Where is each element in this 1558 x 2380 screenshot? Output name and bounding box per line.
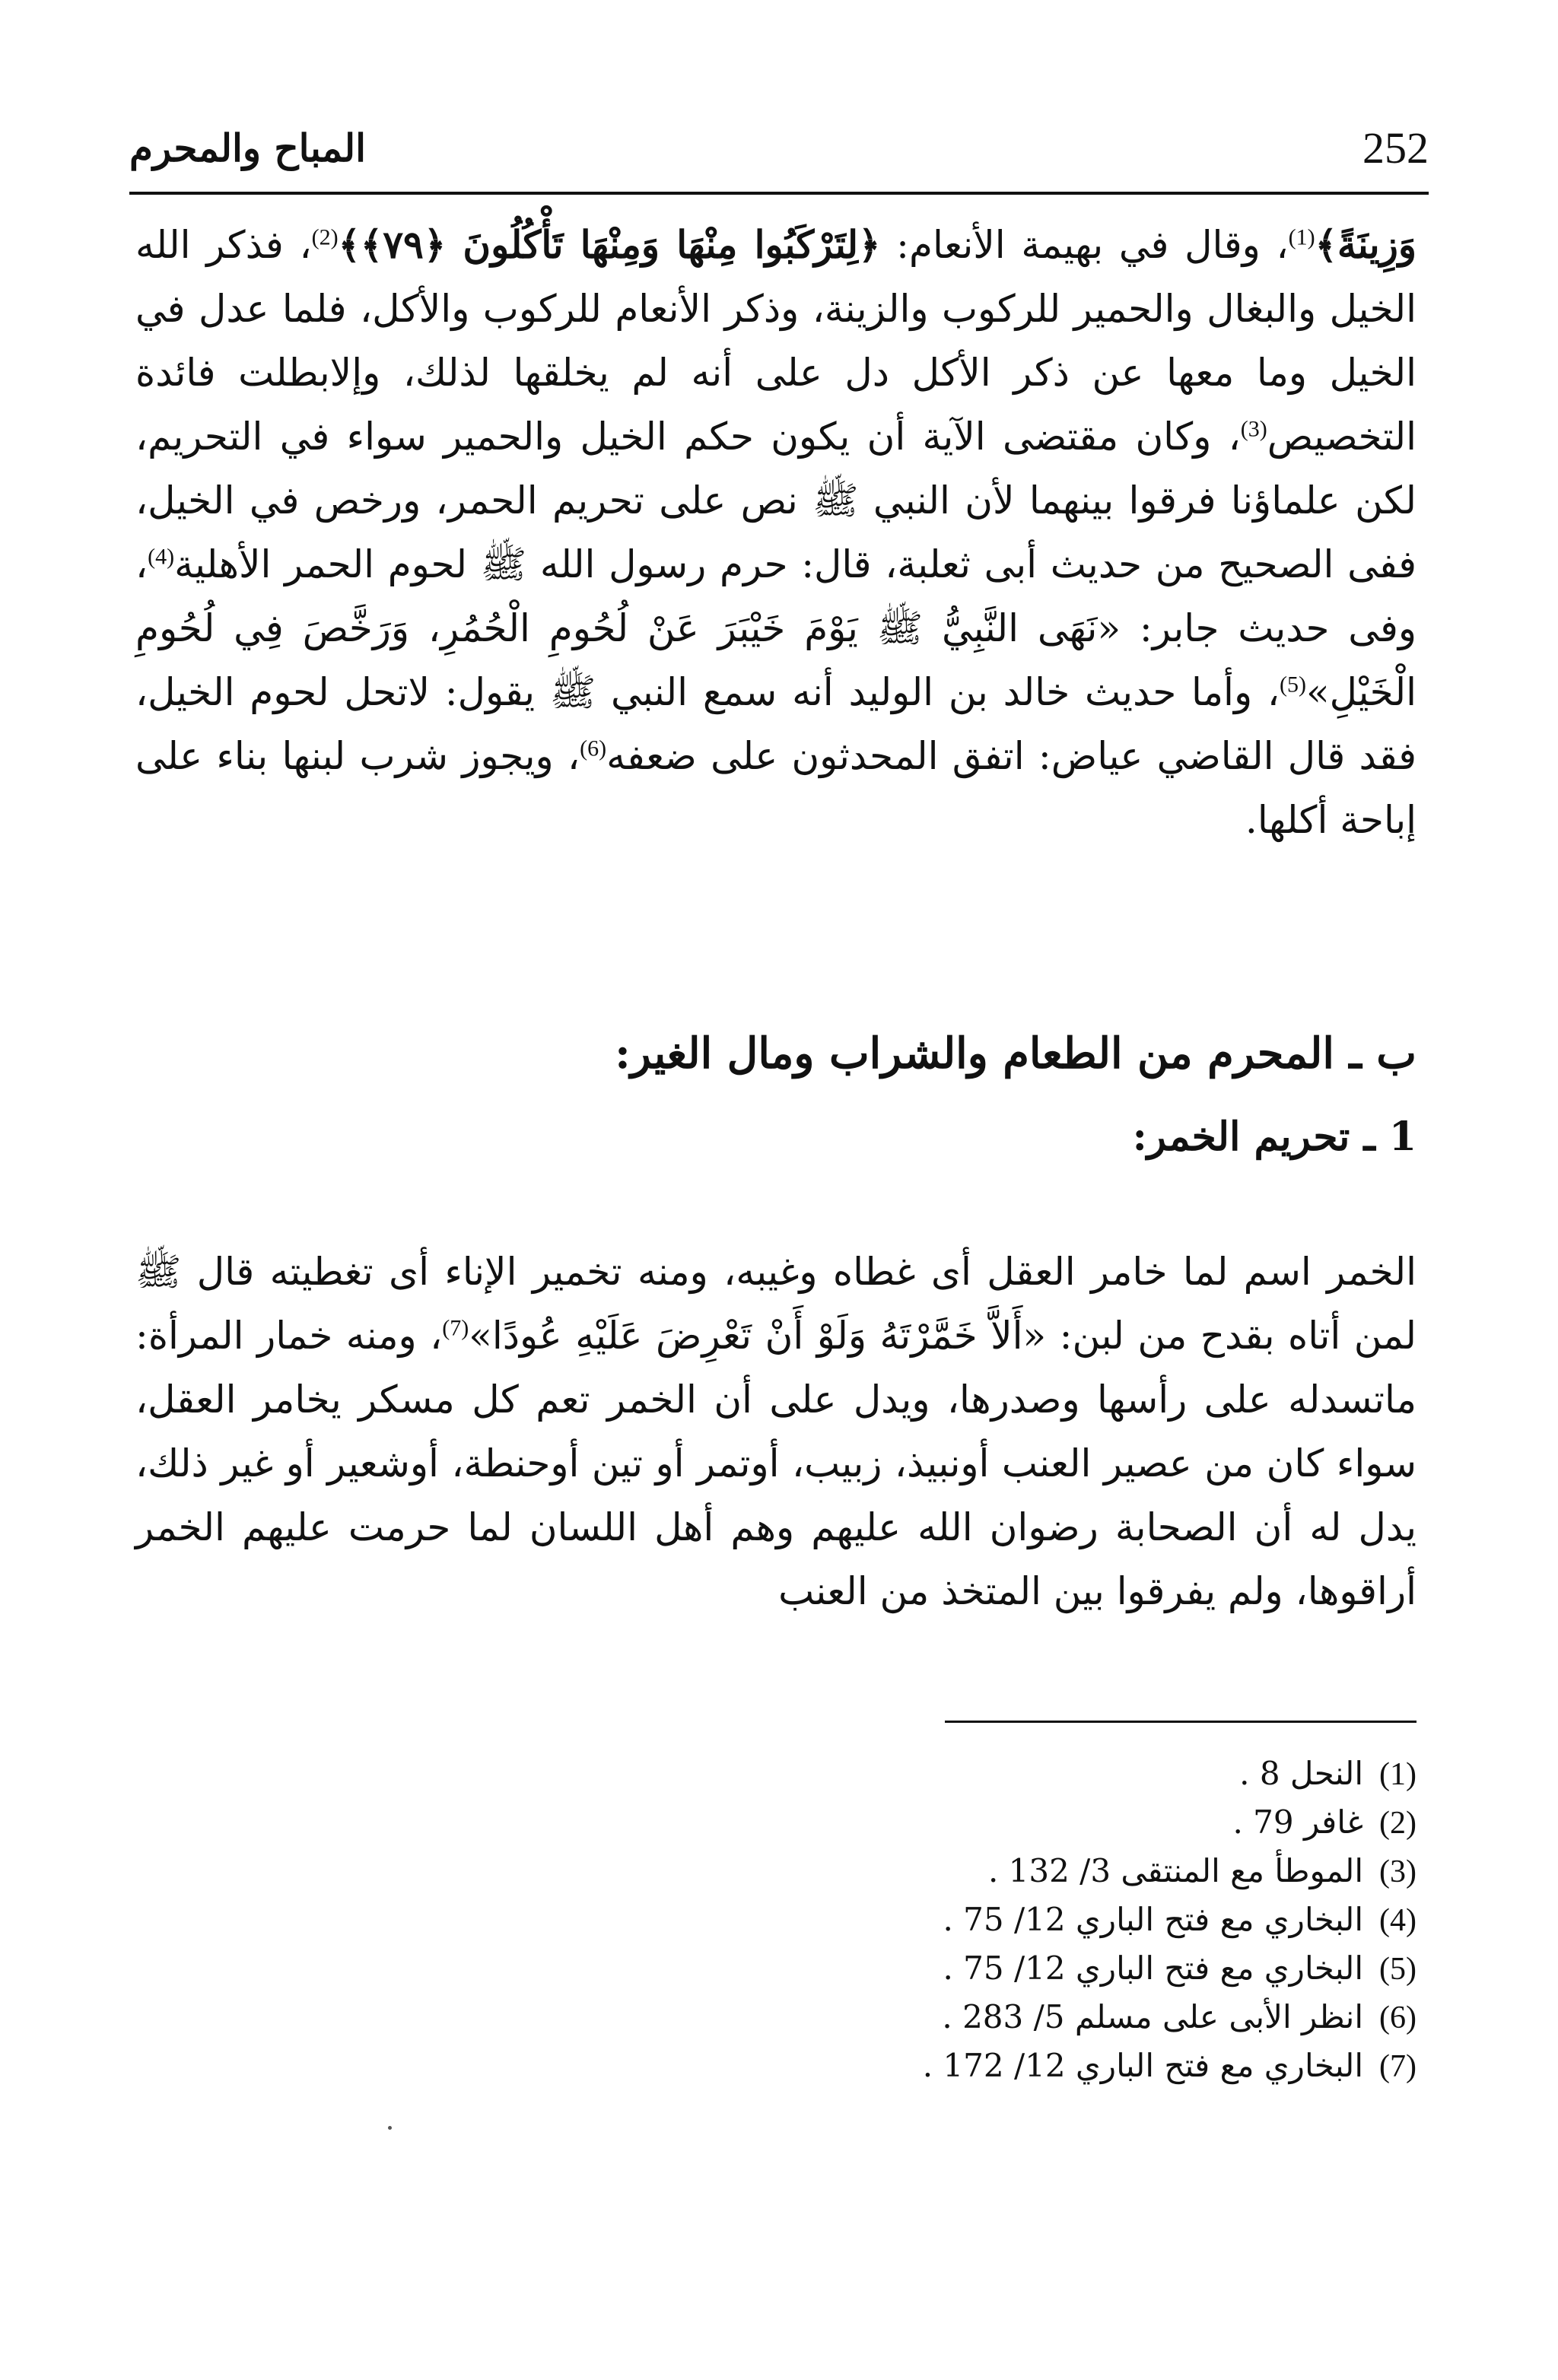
running-head: المباح والمحرم	[129, 126, 367, 170]
footnote-number: (2)	[1379, 1806, 1417, 1841]
footnote-item	[656, 1895, 1417, 1944]
footnote-item	[656, 1944, 1417, 1993]
footnote-number: (7)	[1379, 2049, 1417, 2084]
footnote-text: النحل 8 .	[1239, 1755, 1363, 1792]
footnote-item	[656, 1798, 1417, 1847]
page-header	[129, 114, 1429, 183]
paragraph-1-text-2: ، فذكر الله الخيل والبغال والحمير للركوب والزينة، وذكر الأنعام للركوب والأكل، فلما عدل في الخيل وما معها عن ذكر الأكل دل على أنه لم يخلقها لذلك، وإلابطلت فائدة التخصيص	[135, 223, 1417, 459]
footnote-text: البخاري مع فتح الباري 12/ 75 .	[943, 1901, 1363, 1938]
footnote-number: (1)	[1379, 1757, 1417, 1792]
footnote-item	[656, 1993, 1417, 2042]
footnote-item	[656, 1847, 1417, 1895]
paragraph-1-text-3: ، وكان مقتضى الآية أن يكون حكم الخيل والحمير سواء في التحريم، لكن علماؤنا فرقوا بينهما لأن النبي ﷺ نص على تحريم الحمر، ورخص في الخيل، ففى الصحيح من حديث أبى ثعلبة، قال: حرم رسول الله ﷺ لحوم الحمر الأهلية	[135, 415, 1417, 586]
quran-verse-1: وَزِينَةً﴾	[1315, 222, 1417, 267]
footnote-ref-5[interactable]: (5)	[1280, 672, 1307, 697]
footnote-item	[656, 1749, 1417, 1798]
footnote-item	[656, 2042, 1417, 2090]
page-number: 252	[1362, 123, 1429, 173]
footnote-text: البخاري مع فتح الباري 12/ 75 .	[943, 1949, 1363, 1987]
footnote-number: (3)	[1379, 1854, 1417, 1889]
footnote-ref-2[interactable]: (2)	[311, 224, 339, 250]
subsection-heading-1: 1 ـ تحريم الخمر:	[1132, 1114, 1417, 1160]
paragraph-1-text-1: ، وقال في بهيمة الأنعام:	[880, 223, 1289, 267]
scan-speck	[388, 2126, 392, 2130]
paragraph-1-text-4: ، وفى حديث جابر: «نَهَى النَّبِيُّ ﷺ يَوْمَ خَيْبَرَ عَنْ لُحُومِ الْحُمُرِ، وَرَخَّصَ فِي لُحُومِ الْخَيْلِ»	[135, 542, 1417, 714]
footnote-ref-4[interactable]: (4)	[148, 544, 175, 570]
footnote-ref-1[interactable]: (1)	[1288, 224, 1315, 250]
footnote-text: غافر 79 .	[1232, 1803, 1363, 1841]
footnote-ref-6[interactable]: (6)	[580, 736, 607, 761]
section-heading-b: ب ـ المحرم من الطعام والشراب ومال الغير:	[615, 1028, 1417, 1079]
footnote-number: (5)	[1379, 1952, 1417, 1987]
footnote-text: البخاري مع فتح الباري 12/ 172 .	[922, 2047, 1363, 2084]
paragraph-1-text-5: ، وأما حديث خالد بن الوليد أنه سمع النبي ﷺ يقول: لاتحل لحوم الخيل، فقد قال القاضي عياض: اتفق المحدثون على ضعفه	[135, 670, 1417, 778]
footnote-text: الموطأ مع المنتقى 3/ 132 .	[987, 1852, 1363, 1889]
paragraph-2	[135, 1240, 1417, 1623]
header-divider	[129, 192, 1429, 195]
paragraph-1	[135, 213, 1417, 852]
footnote-number: (6)	[1379, 2000, 1417, 2035]
footnote-text: انظر الأبى على مسلم 5/ 283 .	[942, 1998, 1363, 2035]
quran-verse-2: ﴿لِتَرْكَبُوا مِنْهَا وَمِنْهَا تَأْكُلُونَ ﴿٧٩﴾﴾	[338, 222, 881, 267]
footnote-divider	[945, 1721, 1417, 1723]
footnote-ref-7[interactable]: (7)	[442, 1315, 469, 1341]
paragraph-2-text-2: ، ومنه خمار المرأة: ماتسدله على رأسها وصدرها، ويدل على أن الخمر تعم كل مسكر يخامر العقل، سواء كان من عصير العنب أونبيذ، زبيب، أوتمر أو تين أوحنطة، أوشعير أو غير ذلك، يدل له أن الصحابة رضوان الله عليهم وهم أهل اللسان لما حرمت عليهم الخمر أراقوها، ولم يفرقوا بين المتخذ من العنب	[135, 1314, 1417, 1613]
footnote-ref-3[interactable]: (3)	[1240, 416, 1267, 442]
paragraph-2-text-1: الخمر اسم لما خامر العقل أى غطاه وغيبه، ومنه تخمير الإناء أى تغطيته قال ﷺ لمن أتاه بقدح من لبن: «أَلاَّ خَمَّرْتَهُ وَلَوْ أَنْ تَعْرِضَ عَلَيْهِ عُودًا»	[135, 1250, 1417, 1358]
paragraph-1-text-6: ، ويجوز شرب لبنها بناء على إباحة أكلها.	[135, 734, 1417, 842]
footnote-number: (4)	[1379, 1903, 1417, 1938]
footnotes-list	[656, 1749, 1417, 2090]
